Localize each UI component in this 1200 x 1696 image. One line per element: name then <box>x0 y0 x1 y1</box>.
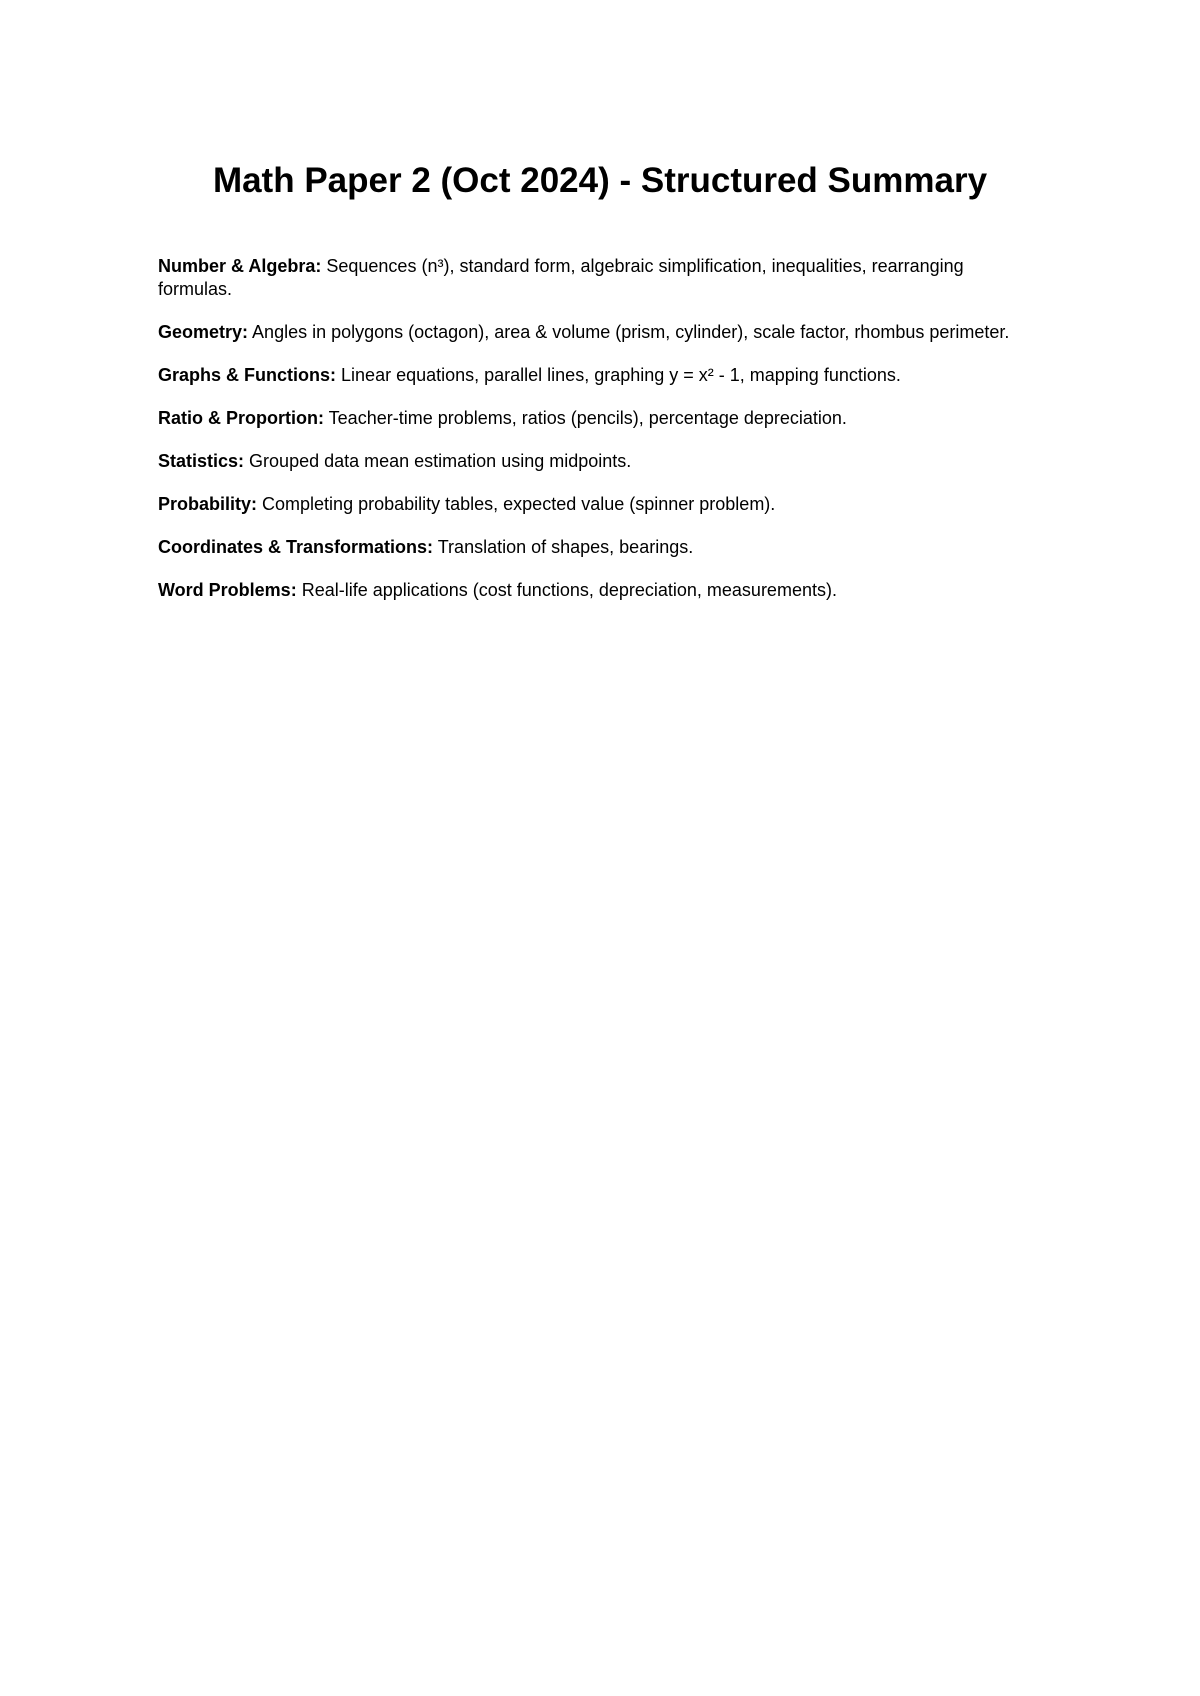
summary-list <box>158 255 1038 622</box>
item-label: Statistics: <box>158 451 245 471</box>
summary-item-graphs-functions <box>158 364 1038 387</box>
item-label: Coordinates & Transformations: <box>158 537 434 557</box>
summary-item-geometry <box>158 321 1038 344</box>
item-label: Geometry: <box>158 322 249 342</box>
summary-item-statistics <box>158 450 1038 473</box>
item-label: Number & Algebra: <box>158 256 322 276</box>
item-text: Real-life applications (cost functions, depreciation, measurements). <box>301 580 837 600</box>
item-label: Probability: <box>158 494 258 514</box>
item-text: Teacher-time problems, ratios (pencils), percentage depreciation. <box>328 408 847 428</box>
summary-item-word-problems <box>158 579 1038 602</box>
item-text: Completing probability tables, expected value (spinner problem). <box>262 494 776 514</box>
item-text: Linear equations, parallel lines, graphing y = x² - 1, mapping functions. <box>341 365 901 385</box>
item-text: Sequences (n³), standard form, algebraic simplification, inequalities, rearranging formulas. <box>158 256 964 299</box>
item-label: Ratio & Proportion: <box>158 408 324 428</box>
summary-item-probability <box>158 493 1038 516</box>
page-title: Math Paper 2 (Oct 2024) - Structured Summary <box>212 161 988 200</box>
summary-item-ratio-proportion <box>158 407 1038 430</box>
item-text: Angles in polygons (octagon), area & volume (prism, cylinder), scale factor, rhombus perimeter. <box>252 322 1010 342</box>
summary-item-coordinates-transformations <box>158 536 1038 559</box>
summary-item-number-algebra <box>158 255 1038 301</box>
item-text: Translation of shapes, bearings. <box>437 537 694 557</box>
item-text: Grouped data mean estimation using midpoints. <box>249 451 632 471</box>
item-label: Graphs & Functions: <box>158 365 337 385</box>
item-label: Word Problems: <box>158 580 297 600</box>
